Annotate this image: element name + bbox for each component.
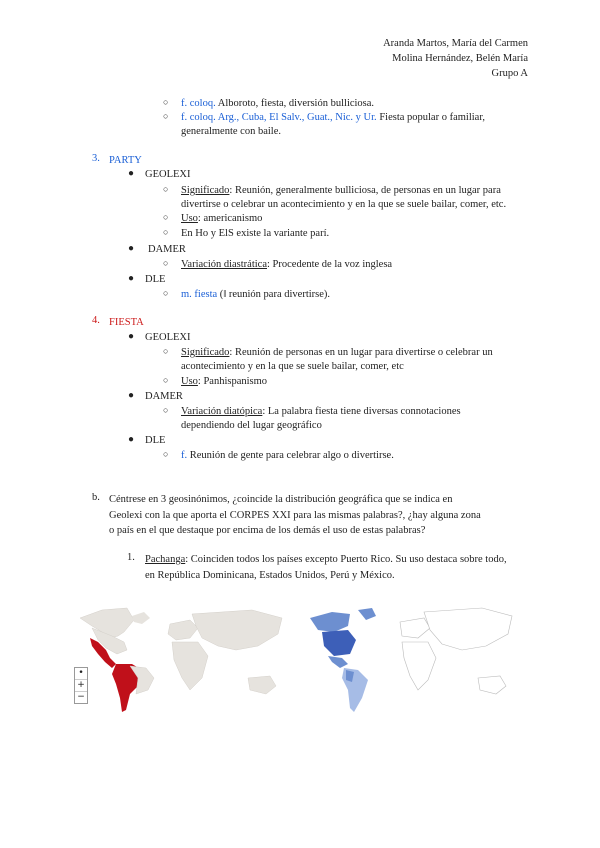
definition-term: f. (181, 450, 188, 461)
disc-bullet-icon: ● (128, 273, 135, 284)
circle-bullet-icon: ○ (163, 375, 169, 385)
usage-item (181, 374, 267, 389)
circle-bullet-icon: ○ (163, 97, 169, 107)
circle-bullet-icon: ○ (163, 346, 169, 356)
question-line: Céntrese en 3 geosinónimos, ¿coincide la distribución geográfica que se indica en (109, 494, 453, 505)
definition-term: f. coloq. (181, 98, 216, 109)
definition-text: Alboroto, fiesta, diversión bulliciosa. (215, 98, 375, 109)
definition-item (181, 96, 374, 111)
source-heading: DLE (145, 274, 166, 285)
definition-term: f. coloq. Arg., Cuba, El Salv., Guat., Nic. y Ur. (181, 112, 377, 123)
section-title: FIESTA (109, 317, 144, 328)
disc-bullet-icon: ● (128, 168, 135, 179)
circle-bullet-icon: ○ (163, 111, 169, 121)
field-text: dependiendo del lugar geográfico (181, 420, 322, 431)
disc-bullet-icon: ● (128, 243, 135, 254)
field-text: : Reunión de personas en un lugar para divertirse o celebrar un (229, 347, 493, 358)
answer-number: 1. (127, 552, 135, 563)
definition-item (181, 110, 485, 125)
zoom-reset-button[interactable]: • (75, 668, 87, 680)
meaning-item (181, 183, 501, 198)
field-label: Variación diastrática (181, 259, 267, 270)
circle-bullet-icon: ○ (163, 288, 169, 298)
field-label: Variación diatópica (181, 406, 263, 417)
definition-text: (‖ reunión para divertirse). (217, 289, 331, 300)
answer-item (145, 552, 507, 583)
circle-bullet-icon: ○ (163, 449, 169, 459)
disc-bullet-icon: ● (128, 331, 135, 342)
distribution-maps (72, 598, 528, 716)
zoom-out-button[interactable]: − (77, 692, 85, 702)
author-header (383, 36, 528, 81)
corpes-map (302, 598, 528, 716)
answer-text: : Coinciden todos los países excepto Puerto Rico. Su uso destaca sobre todo, (185, 554, 507, 565)
question-text (109, 492, 481, 539)
field-label: Significado (181, 347, 230, 358)
author-line-2: Molina Hernández, Belén María (392, 53, 528, 64)
disc-bullet-icon: ● (128, 390, 135, 401)
field-text: : Panhispanismo (197, 376, 268, 387)
question-line: o país en el que destaque por encima de los demás el uso de estas palabras? (109, 525, 426, 536)
geolexi-map (72, 598, 294, 716)
section-number: 4. (92, 315, 100, 326)
source-heading: GEOLEXI (145, 332, 191, 343)
dle-definition (181, 287, 330, 302)
answer-line (145, 552, 507, 568)
map-zoom-controls (74, 667, 88, 704)
field-label: Uso (181, 213, 198, 224)
definition-text: Fiesta popular o familiar, (376, 112, 486, 123)
answer-term: Pachanga (145, 554, 186, 565)
field-text: : Procedente de la voz inglesa (267, 259, 393, 270)
definition-term: m. fiesta (181, 289, 218, 300)
answer-line: en República Dominicana, Estados Unidos, Perú y México. (145, 569, 395, 581)
question-label: b. (92, 492, 100, 503)
circle-bullet-icon: ○ (163, 212, 169, 222)
variant-note: En Ho y ElS existe la variante parí. (181, 228, 330, 239)
section-number: 3. (92, 153, 100, 164)
variation-item (181, 404, 461, 419)
section-title: PARTY (109, 155, 142, 166)
disc-bullet-icon: ● (128, 434, 135, 445)
field-text: : americanismo (197, 213, 263, 224)
definition-text: generalmente con baile. (181, 126, 281, 137)
field-text: : Reunión, generalmente bulliciosa, de personas en un lugar para (229, 185, 501, 196)
field-text: acontecimiento y en la que se suele bailar, comer, etc (181, 361, 404, 372)
field-label: Significado (181, 185, 230, 196)
source-heading: GEOLEXI (145, 169, 191, 180)
meaning-item (181, 345, 493, 360)
source-heading: DAMER (148, 244, 186, 255)
field-text: : La palabra fiesta tiene diversas connotaciones (262, 406, 461, 417)
definition-text: Reunión de gente para celebrar algo o divertirse. (187, 450, 394, 461)
author-line-1: Aranda Martos, María del Carmen (383, 38, 528, 49)
source-heading: DAMER (145, 391, 183, 402)
group-line: Grupo A (491, 68, 528, 79)
circle-bullet-icon: ○ (163, 405, 169, 415)
circle-bullet-icon: ○ (163, 258, 169, 268)
dle-definition (181, 448, 394, 463)
variation-item (181, 257, 392, 272)
usage-item (181, 211, 262, 226)
question-line: Geolexi con la que aporta el CORPES XXI para las mismas palabras?, ¿hay alguna zona (109, 509, 481, 521)
field-text: divertirse o celebrar un acontecimiento y en la que se suele bailar, comer, etc. (181, 199, 507, 210)
source-heading: DLE (145, 435, 166, 446)
field-label: Uso (181, 376, 198, 387)
circle-bullet-icon: ○ (163, 184, 169, 194)
zoom-in-button[interactable]: + (75, 680, 87, 692)
circle-bullet-icon: ○ (163, 227, 169, 237)
